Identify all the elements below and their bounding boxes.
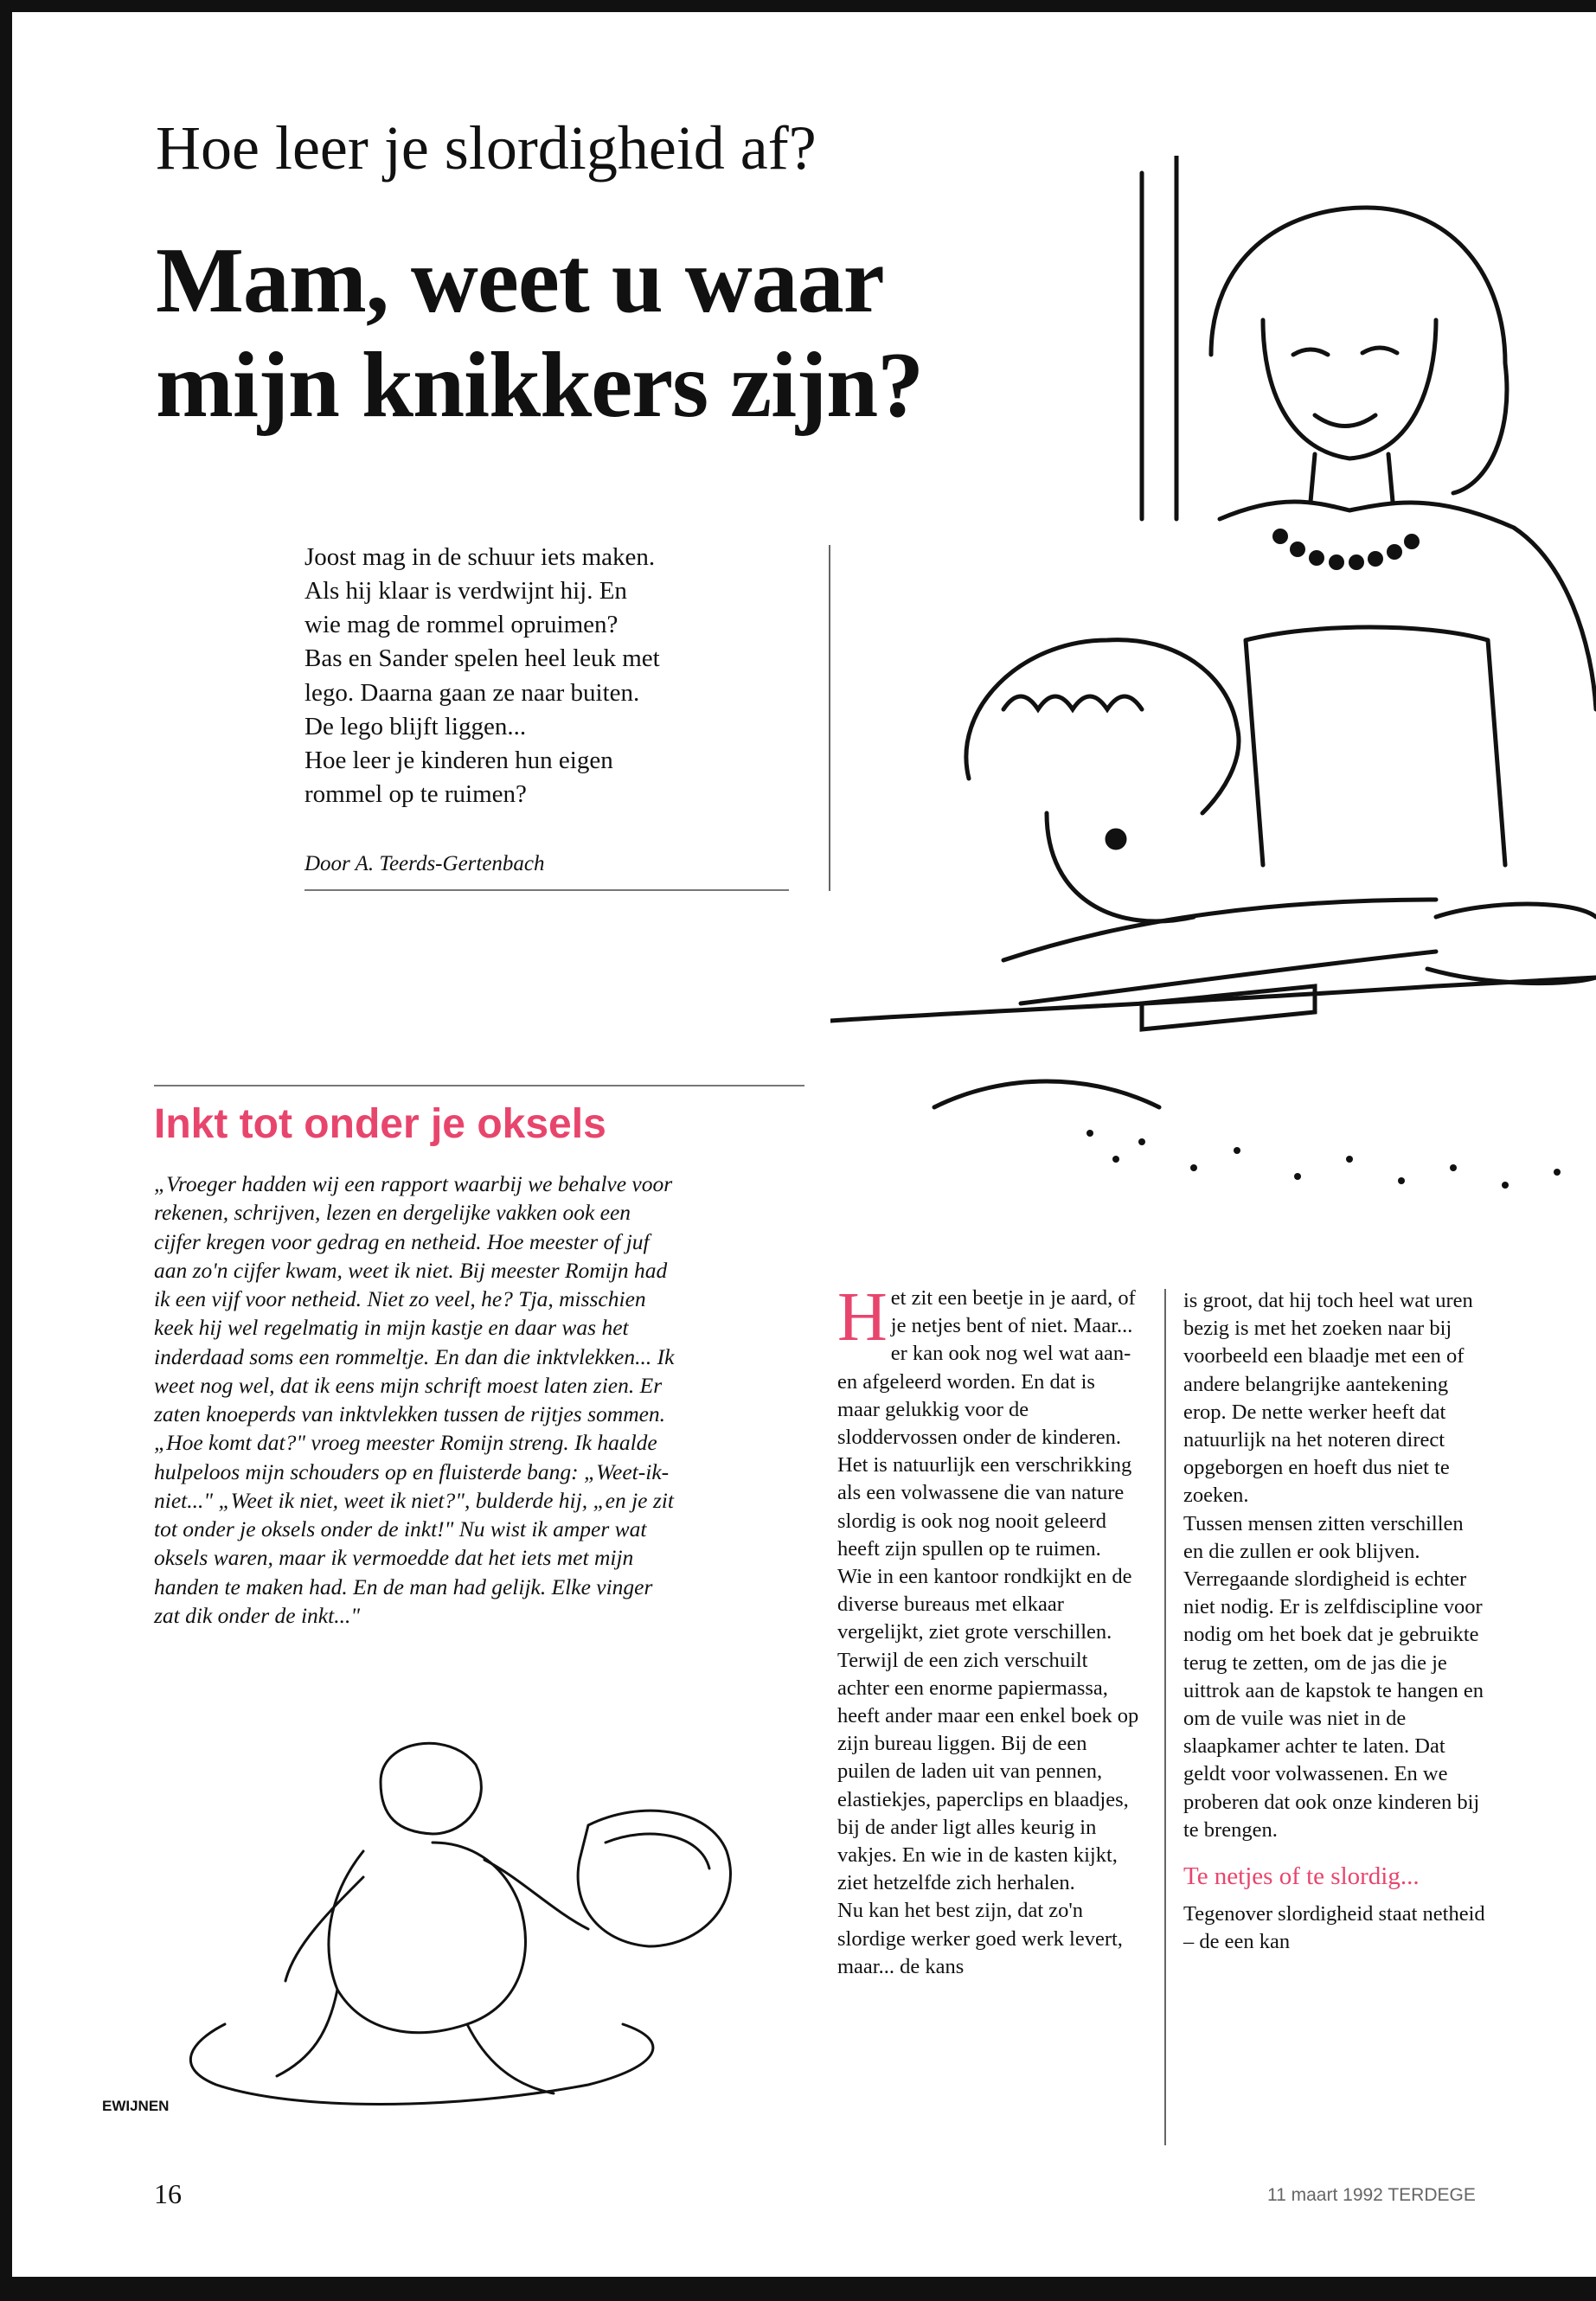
mother-hair bbox=[1211, 208, 1507, 493]
page-frame-left bbox=[0, 0, 12, 2301]
child-curly-hair bbox=[966, 640, 1239, 813]
sidebar-body: „Vroeger hadden wij een rapport waarbij we behalve voor rekenen, schrijven, lezen en dergelijke vakken ook een cijfer kregen voor gedrag en netheid. Hoe meester of juf aan zo'n cijfer kwam, weet ik niet. Bij meester Romijn had ik een vijf voor netheid. Niet zo veel, he? Tja, misschien keek hij wel regelmatig in mijn kastje en daar was het inderdaad soms een rommeltje. En dan die inktvlekken... Ik weet nog wel, dat ik eens mijn schrift moest laten zien. Er zaten knoeperds van inktvlekken tussen de rijtjes sommen. „Hoe komt dat?" vroeg meester Romijn streng. Ik haalde hulpeloos mijn schouders op en fluisterde bang: „Weet-ik-niet..." „Weet ik niet, weet ik niet?", bulderde hij, „en je zit tot onder je oksels onder de inkt!" Nu wist ik amper wat oksels waren, maar ik vermoedde dat het iets met mijn handen te maken had. En de man had gelijk. Elke vinger zat dik onder de inkt..." bbox=[154, 1171, 675, 1628]
necklace bbox=[1272, 529, 1420, 570]
column-divider bbox=[1164, 1289, 1166, 2145]
issue-footer: 11 maart 1992 TERDEGE bbox=[1267, 2185, 1476, 2205]
byline-rule bbox=[304, 889, 789, 891]
column1-paragraph-3: Nu kan het best zijn, dat zo'n slordige werker goed werk levert, maar... de kans bbox=[837, 1899, 1123, 1978]
illustrator-signature: EWIJNEN bbox=[102, 2098, 170, 2114]
column2-paragraph-2: Tussen mensen zitten verschillen en die zullen er ook blijven. Verregaande slordigheid is echter niet nodig. Er is zelfdiscipline voor nodig om het boek dat je gebruikte terug te zetten, om de jas die je uittrok aan de kapstok te hangen en om de vuile was niet in de slaapkamer achter te laten. Dat geldt voor volwassenen. En we proberen dat ook onze kinderen bij te brengen. bbox=[1183, 1511, 1484, 1842]
column2-subhead: Te netjes of te slordig... bbox=[1183, 1862, 1420, 1891]
ink-pot bbox=[578, 1811, 730, 1946]
ink-puddle bbox=[190, 2024, 653, 2105]
column2-paragraph-1: is groot, dat hij toch heel wat uren bezig is met het zoeken naar bij voorbeeld een blaadje met een of andere belangrijke aantekening erop. De nette werker heeft dat natuurlijk na het noteren direct opgeborgen en hoeft dus niet te zoeken. bbox=[1183, 1289, 1473, 1508]
intro-line: De lego blijft liggen... bbox=[304, 712, 527, 740]
mother-eye-right bbox=[1362, 348, 1397, 353]
column1-text: et zit een beetje in je aard, of je netjes bent of niet. Maar... er kan ook nog wel wat aan- en afgeleerd worden. En dat is maar gelukkig voor de sloddervossen onder de kinderen. Het is natuurlijk een verschrikking als een volwassene die van nature slordig is ook nog nooit geleerd heeft zijn spullen op te ruimen. bbox=[837, 1286, 1136, 1561]
intro-line: Hoe leer je kinderen hun eigen bbox=[304, 746, 613, 774]
mother-child-illustration bbox=[830, 156, 1596, 1280]
page-frame-bottom bbox=[0, 2277, 1596, 2301]
knife-handle bbox=[1142, 986, 1315, 1029]
mother-neck bbox=[1311, 454, 1393, 502]
page-number: 16 bbox=[154, 2178, 182, 2209]
child-arm bbox=[1003, 900, 1436, 1003]
article-column-1 bbox=[837, 1279, 1142, 1981]
headline-line-1: Mam, weet u waar bbox=[156, 229, 884, 332]
child-shirt bbox=[934, 1081, 1159, 1107]
dropcap: H bbox=[837, 1279, 888, 1356]
intro-line: Bas en Sander spelen heel leuk met bbox=[304, 644, 660, 673]
mother-eye-left bbox=[1293, 349, 1328, 355]
intro-line: Als hij klaar is verdwijnt hij. En bbox=[304, 577, 627, 606]
intro-line: Joost mag in de schuur iets maken. bbox=[304, 543, 656, 571]
sidebar-top-rule bbox=[154, 1085, 804, 1086]
crawling-child-illustration bbox=[104, 1721, 796, 2119]
child-head bbox=[381, 1743, 481, 1834]
article-intro bbox=[304, 541, 789, 811]
pan bbox=[1427, 904, 1596, 984]
countertop bbox=[830, 977, 1596, 1021]
intro-line: lego. Daarna gaan ze naar buiten. bbox=[304, 678, 640, 707]
child-eye bbox=[1107, 830, 1125, 848]
intro-line: rommel op te ruimen? bbox=[304, 779, 527, 808]
column1-paragraph-2: Wie in een kantoor rondkijkt en de diverse bureaus met elkaar vergelijkt, ziet grote verschillen. Terwijl de een zich verschuilt achter een enorme papiermassa, heeft ander maar een enkel boek op zijn bureau liggen. Bij de een puilen de laden uit van pennen, elastiekjes, paperclips en blaadjes, bij de ander ligt alles keurig in vakjes. En wie in de kasten kijkt, ziet hetzelfde zich herhalen. bbox=[837, 1565, 1139, 1895]
column1-paragraph-1 bbox=[837, 1279, 1142, 1563]
article-byline: Door A. Teerds-Gertenbach bbox=[304, 852, 545, 875]
mother-face bbox=[1263, 320, 1436, 458]
child-legs bbox=[277, 1990, 554, 2093]
intro-line: wie mag de rommel opruimen? bbox=[304, 611, 619, 639]
child-body bbox=[329, 1843, 526, 2033]
headline-line-2: mijn knikkers zijn? bbox=[156, 333, 924, 437]
sidebar-title: Inkt tot onder je oksels bbox=[154, 1101, 606, 1147]
column2-paragraph-3: Tegenover slordigheid staat netheid – de een kan bbox=[1183, 1901, 1485, 1954]
article-column-2 bbox=[1183, 1287, 1486, 1956]
ink-pot-inner bbox=[606, 1834, 709, 1868]
apron bbox=[1246, 627, 1505, 865]
tablecloth-dots bbox=[1086, 1130, 1561, 1189]
article-kicker: Hoe leer je slordigheid af? bbox=[156, 113, 817, 183]
page-frame-top bbox=[0, 0, 1596, 12]
mother-smile bbox=[1315, 415, 1375, 426]
